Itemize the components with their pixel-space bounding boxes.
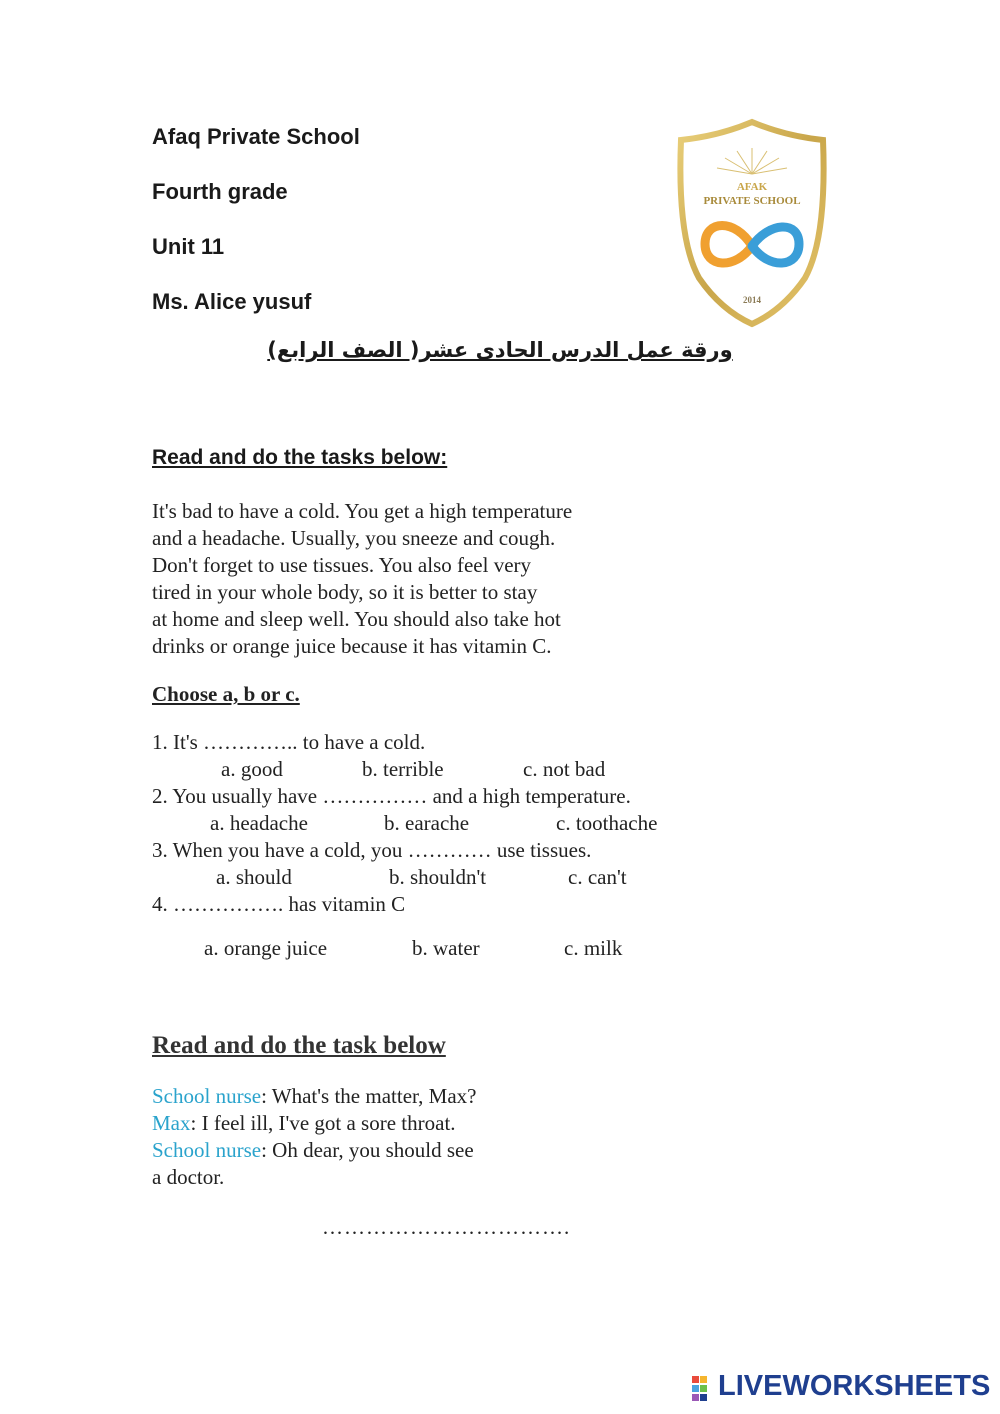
q4-option-c[interactable]: c. milk: [564, 936, 623, 960]
school-name: Afaq Private School: [152, 124, 360, 149]
dialogue-text: : I feel ill, I've got a sore throat.: [190, 1111, 456, 1135]
q3-option-c[interactable]: c. can't: [568, 865, 627, 889]
logo-line1: AFAK: [736, 181, 768, 193]
q1-option-a[interactable]: a. good: [221, 757, 283, 781]
section2-heading: Read and do the task below: [152, 1032, 446, 1059]
arabic-title: ورقة عمل الدرس الحادى عشر( الصف الرابع): [267, 338, 733, 362]
speaker-name: School nurse: [152, 1138, 262, 1162]
dialogue: [152, 1083, 572, 1191]
teacher-name: Ms. Alice yusuf: [152, 289, 312, 314]
speaker-name: School nurse: [152, 1084, 262, 1108]
passage-line: tired in your whole body, so it is better to stay: [152, 580, 538, 604]
question-2: 2. You usually have …………… and a high temperature.: [152, 784, 631, 808]
passage-line: Don't forget to use tissues. You also feel very: [152, 553, 532, 577]
dialogue-line: [152, 1110, 572, 1137]
section1-heading: Read and do the tasks below:: [152, 446, 448, 469]
question-1: 1. It's ………….. to have a cold.: [152, 730, 426, 754]
liveworksheets-brand: LIVEWORKSHEETS: [718, 1370, 991, 1402]
passage-line: It's bad to have a cold. You get a high temperature: [152, 499, 573, 523]
speaker-name: Max: [152, 1111, 191, 1135]
q2-option-c[interactable]: c. toothache: [556, 811, 658, 835]
dialogue-text: : Oh dear, you should see: [261, 1138, 474, 1162]
reading-passage: [152, 498, 672, 660]
q4-option-b[interactable]: b. water: [412, 936, 480, 960]
q2-option-a[interactable]: a. headache: [210, 811, 308, 835]
q4-option-a[interactable]: a. orange juice: [204, 936, 328, 960]
dialogue-line: [152, 1083, 572, 1110]
passage-line: and a headache. Usually, you sneeze and cough.: [152, 526, 556, 550]
passage-line: at home and sleep well. You should also take hot: [152, 607, 561, 631]
school-logo: [665, 118, 840, 328]
dialogue-line: [152, 1137, 572, 1164]
answer-input-line[interactable]: …………………………….: [322, 1215, 571, 1239]
dialogue-continuation: a doctor.: [152, 1165, 225, 1189]
question-4: 4. ……………. has vitamin C: [152, 892, 406, 916]
passage-line: drinks or orange juice because it has vitamin C.: [152, 634, 552, 658]
liveworksheets-logo-icon: [692, 1374, 716, 1404]
logo-year: 2014: [743, 295, 761, 305]
q3-option-b[interactable]: b. shouldn't: [389, 865, 487, 889]
q1-option-c[interactable]: c. not bad: [523, 757, 606, 781]
q1-option-b[interactable]: b. terrible: [362, 757, 444, 781]
choose-heading: Choose a, b or c.: [152, 682, 300, 706]
dialogue-text: : What's the matter, Max?: [261, 1084, 477, 1108]
unit-label: Unit 11: [152, 234, 225, 259]
grade-label: Fourth grade: [152, 179, 288, 204]
q2-option-b[interactable]: b. earache: [384, 811, 470, 835]
logo-line2: PRIVATE SCHOOL: [703, 195, 801, 207]
question-3: 3. When you have a cold, you ………… use tissues.: [152, 838, 592, 862]
q3-option-a[interactable]: a. should: [216, 865, 292, 889]
